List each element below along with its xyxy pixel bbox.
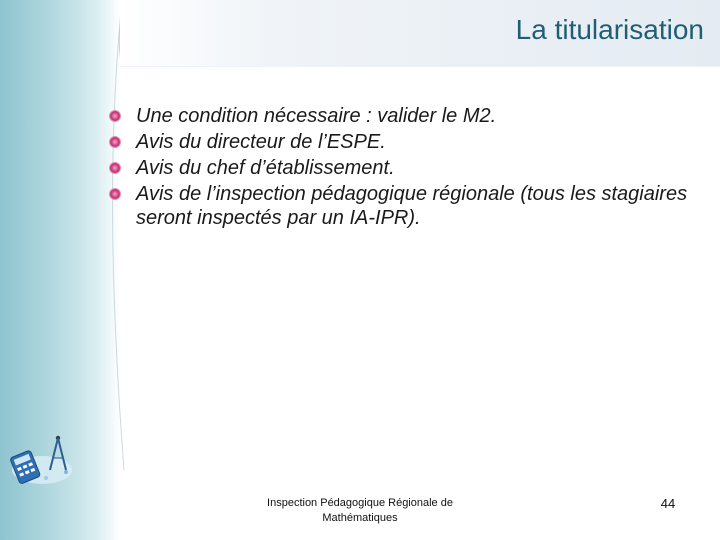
bullet-icon: [110, 189, 120, 199]
page-number: 44: [660, 496, 676, 511]
title-bar: [120, 0, 720, 66]
bullet-list: [108, 104, 698, 232]
bullet-item: [108, 156, 698, 180]
footer-line-2: Mathématiques: [322, 512, 398, 524]
calculator-compass-logo-icon: [6, 430, 78, 488]
bullet-text: Avis de l’inspection pédagogique régionale (tous les stagiaires seront inspectés par un IA-IPR).: [136, 183, 688, 229]
bullet-text: Avis du chef d’établissement.: [136, 157, 395, 179]
bullet-text: Avis du directeur de l’ESPE.: [136, 131, 386, 153]
slide-title: La titularisation: [515, 14, 704, 45]
bullet-icon: [110, 163, 120, 173]
footer-line-1: Inspection Pédagogique Régionale de: [267, 497, 453, 509]
bullet-text: Une condition nécessaire : valider le M2.: [136, 105, 497, 127]
bullet-item: [108, 130, 698, 154]
bullet-item: [108, 104, 698, 128]
bullet-item: [108, 182, 698, 230]
bullet-icon: [110, 137, 120, 147]
footer-text: [236, 496, 484, 526]
bullet-icon: [110, 111, 120, 121]
